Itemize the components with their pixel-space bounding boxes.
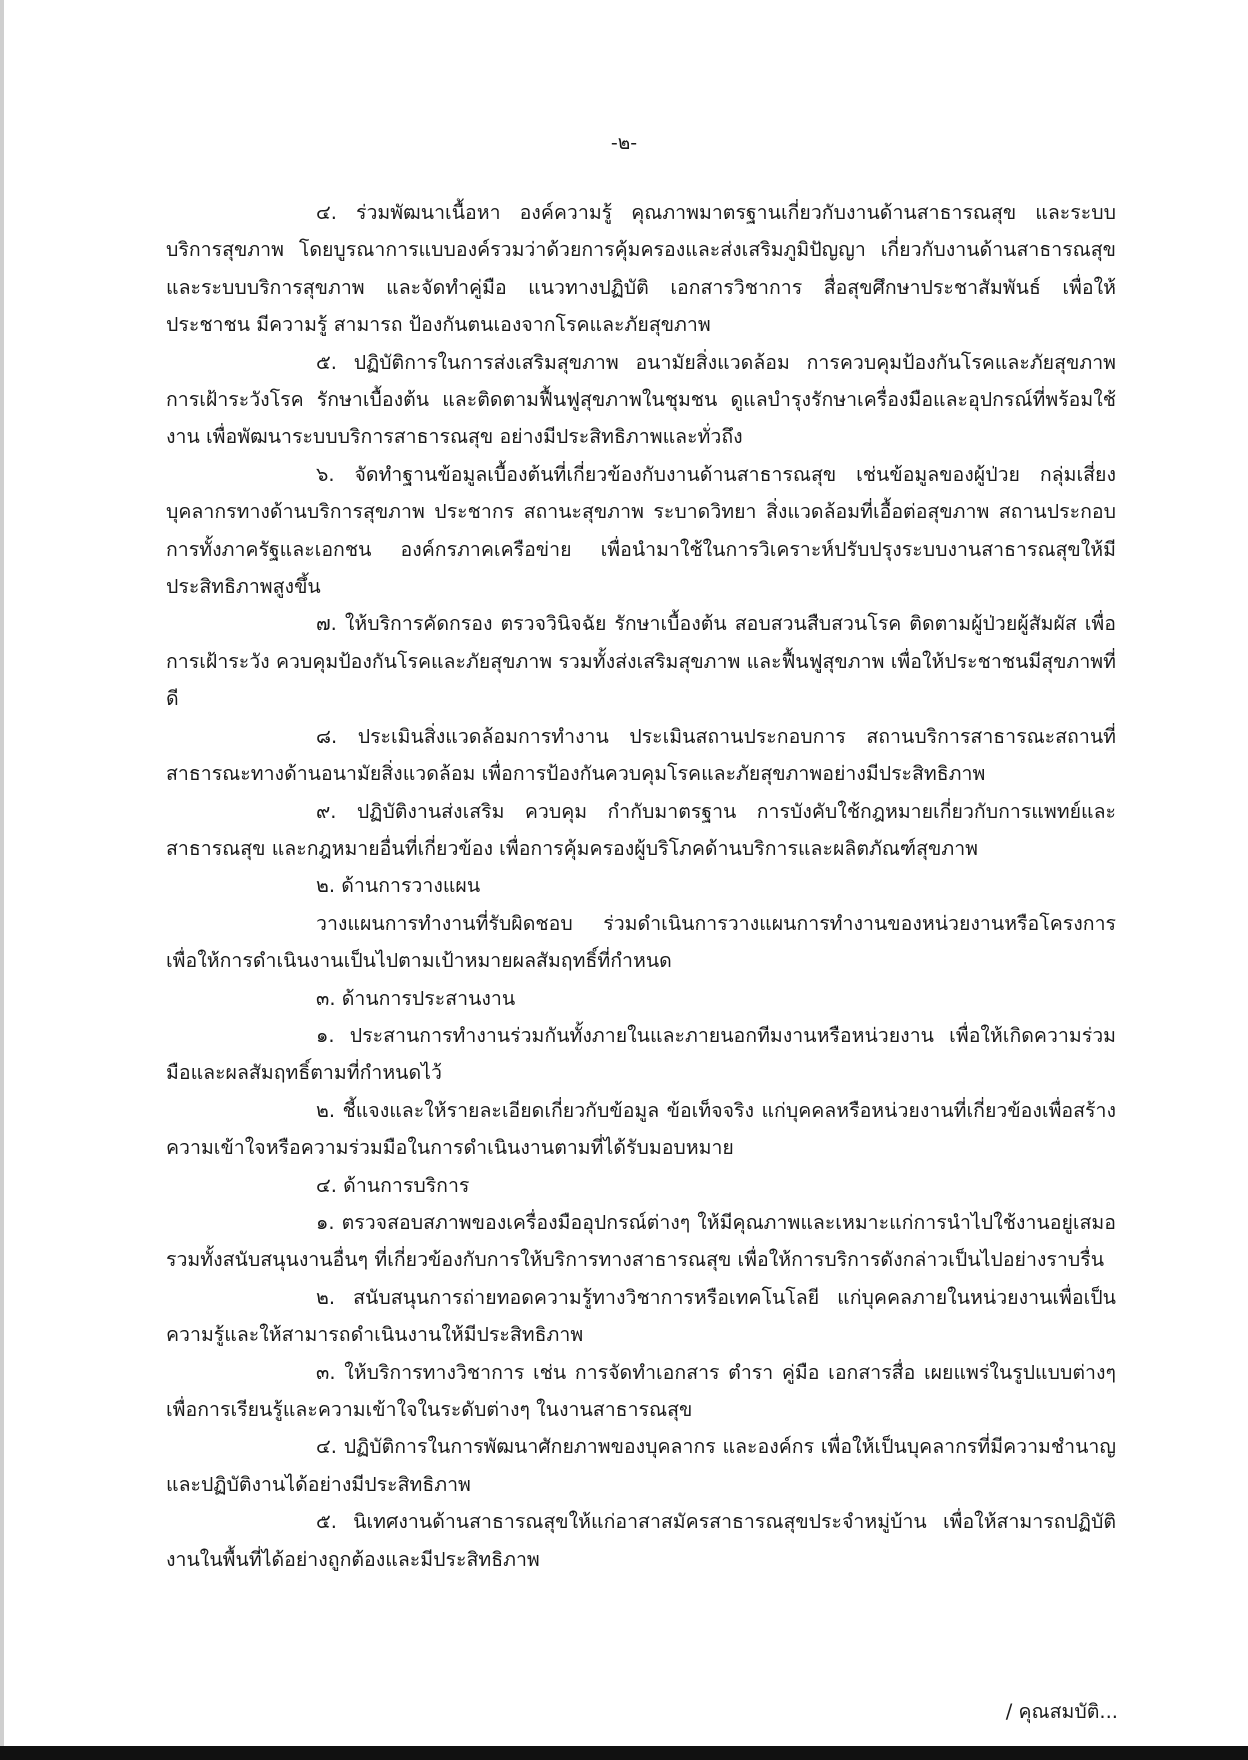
body-paragraph: ๒. สนับสนุนการถ่ายทอดความรู้ทางวิชาการหรือเทคโนโลยี แก่บุคคลภายในหน่วยงานเพื่อเป็นความรู้และให้สามารถดำเนินงานให้มีประสิทธิภาพ [166,1285,1116,1347]
body-paragraph: ๖. จัดทำฐานข้อมูลเบื้องต้นที่เกี่ยวข้องกับงานด้านสาธารณสุข เช่นข้อมูลของผู้ป่วย กลุ่มเสี่ยง บุคลากรทางด้านบริการสุขภาพ ประชากร สถานะสุขภาพ ระบาดวิทยา สิ่งแวดล้อมที่เอื้อต่อสุขภาพ สถานประกอบการทั้งภาครัฐและเอกชน องค์กรภาคเครือข่าย เพื่อนำมาใช้ในการวิเคราะห์ปรับปรุงระบบงานสาธารณสุขให้มีประสิทธิภาพสูงขึ้น [166,462,1116,599]
page-number: -๒- [610,132,638,154]
continuation-reference: / คุณสมบัติ... [1005,1700,1118,1723]
body-paragraph: ๕. ปฏิบัติการในการส่งเสริมสุขภาพ อนามัยสิ่งแวดล้อม การควบคุมป้องกันโรคและภัยสุขภาพ การเฝ้าระวังโรค รักษาเบื้องต้น และติดตามฟื้นฟูสุขภาพในชุมชน ดูแลบำรุงรักษาเครื่องมือและอุปกรณ์ที่พร้อมใช้งาน เพื่อพัฒนาระบบบริการสาธารณสุข อย่างมีประสิทธิภาพและทั่วถึง [166,350,1116,449]
body-paragraph: ๒. ชี้แจงและให้รายละเอียดเกี่ยวกับข้อมูล ข้อเท็จจริง แก่บุคคลหรือหน่วยงานที่เกี่ยวข้องเพื่อสร้างความเข้าใจหรือความร่วมมือในการดำเนินงานตามที่ได้รับมอบหมาย [166,1098,1116,1160]
body-paragraph: ๗. ให้บริการคัดกรอง ตรวจวินิจฉัย รักษาเบื้องต้น สอบสวนสืบสวนโรค ติดตามผู้ป่วยผู้สัมผัส เพื่อการเฝ้าระวัง ควบคุมป้องกันโรคและภัยสุขภาพ รวมทั้งส่งเสริมสุขภาพ และฟื้นฟูสุขภาพ เพื่อให้ประชาชนมีสุขภาพที่ดี [166,612,1116,711]
section-heading: ๒. ด้านการวางแผน [316,874,481,898]
section-heading: ๔. ด้านการบริการ [316,1173,470,1197]
body-paragraph: ๘. ประเมินสิ่งแวดล้อมการทำงาน ประเมินสถานประกอบการ สถานบริการสาธารณะสถานที่สาธารณะทางด้านอนามัยสิ่งแวดล้อม เพื่อการป้องกันควบคุมโรคและภัยสุขภาพอย่างมีประสิทธิภาพ [166,724,1116,786]
body-paragraph: ๑. ตรวจสอบสภาพของเครื่องมืออุปกรณ์ต่างๆ ให้มีคุณภาพและเหมาะแก่การนำไปใช้งานอยู่เสมอ รวมทั้งสนับสนุนงานอื่นๆ ที่เกี่ยวข้องกับการให้บริการทางสาธารณสุข เพื่อให้การบริการดังกล่าวเป็นไปอย่างราบรื่น [166,1210,1116,1272]
scan-left-edge [0,0,4,1760]
body-paragraph: ๑. ประสานการทำงานร่วมกันทั้งภายในและภายนอกทีมงานหรือหน่วยงาน เพื่อให้เกิดความร่วมมือและผลสัมฤทธิ์ตามที่กำหนดไว้ [166,1023,1116,1085]
body-paragraph: ๓. ให้บริการทางวิชาการ เช่น การจัดทำเอกสาร ตำรา คู่มือ เอกสารสื่อ เผยแพร่ในรูปแบบต่างๆ เพื่อการเรียนรู้และความเข้าใจในระดับต่างๆ ในงานสาธารณสุข [166,1360,1116,1421]
body-paragraph: ๙. ปฏิบัติงานส่งเสริม ควบคุม กำกับมาตรฐาน การบังคับใช้กฎหมายเกี่ยวกับการแพทย์และสาธารณสุข และกฎหมายอื่นที่เกี่ยวข้อง เพื่อการคุ้มครองผู้บริโภคด้านบริการและผลิตภัณฑ์สุขภาพ [166,799,1116,860]
body-paragraph: ๔. ปฏิบัติการในการพัฒนาศักยภาพของบุคลากร และองค์กร เพื่อให้เป็นบุคลากรที่มีความชำนาญ และปฏิบัติงานได้อย่างมีประสิทธิภาพ [166,1435,1116,1496]
document-body [166,194,1116,1578]
scan-bottom-edge [0,1746,1248,1760]
body-paragraph: ๕. นิเทศงานด้านสาธารณสุขให้แก่อาสาสมัครสาธารณสุขประจำหมู่บ้าน เพื่อให้สามารถปฏิบัติงานในพื้นที่ได้อย่างถูกต้องและมีประสิทธิภาพ [166,1510,1116,1571]
body-paragraph: ๔. ร่วมพัฒนาเนื้อหา องค์ความรู้ คุณภาพมาตรฐานเกี่ยวกับงานด้านสาธารณสุข และระบบบริการสุขภาพ โดยบูรณาการแบบองค์รวมว่าด้วยการคุ้มครองและส่งเสริมภูมิปัญญา เกี่ยวกับงานด้านสาธารณสุขและระบบบริการสุขภาพ และจัดทำคู่มือ แนวทางปฏิบัติ เอกสารวิชาการ สื่อสุขศึกษาประชาสัมพันธ์ เพื่อให้ประชาชน มีความรู้ สามารถ ป้องกันตนเองจากโรคและภัยสุขภาพ [166,201,1116,337]
section-heading: ๓. ด้านการประสานงาน [316,986,516,1010]
body-paragraph: วางแผนการทำงานที่รับผิดชอบ ร่วมดำเนินการวางแผนการทำงานของหน่วยงานหรือโครงการเพื่อให้การดำเนินงานเป็นไปตามเป้าหมายผลสัมฤทธิ์ที่กำหนด [166,911,1116,973]
